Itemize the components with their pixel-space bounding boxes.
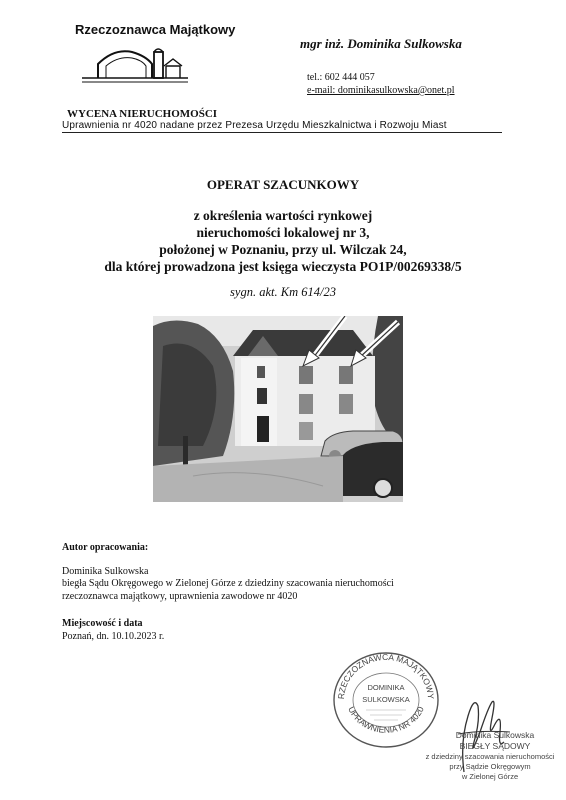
subtitle-line: z określenia wartości rynkowej [193,208,373,223]
brand-name: Rzeczoznawca Majątkowy [75,22,236,37]
phone-number: tel.: 602 444 057 [307,72,375,83]
signature-stamp-line: przy Sądzie Okręgowym [449,762,531,771]
signature-stamp-line: w Zielonej Górze [461,772,519,781]
header-divider [62,132,502,133]
stamp-ring-bottom: UPRAWNIENIA NR 4020 [346,704,426,735]
stamp-ring-top: RZECZOZNAWCA MAJĄTKOWY [335,651,437,700]
subtitle-line: nieruchomości lokalowej nr 3, [196,225,370,240]
office-title: WYCENA NIERUCHOMOŚCI [67,108,218,120]
author-name: mgr inż. Dominika Sulkowska [300,36,462,51]
signature-stamp-line: Dominika Sulkowska [455,730,535,740]
svg-text:RZECZOZNAWCA MAJĄTKOWY [336,652,436,700]
author-label: Autor opracowania: [62,542,149,553]
license-line: Uprawnienia nr 4020 nadane przez Prezesa Urzędu Mieszkalnictwa i Rozwoju Miast [62,120,447,131]
logo-icon [80,44,190,86]
author-detail-line: biegła Sądu Okręgowego w Zielonej Górze z dziedziny szacowania nieruchomości [62,578,394,589]
round-stamp [330,650,442,750]
author-detail-line: rzeczoznawca majątkowy, uprawnienia zawodowe nr 4020 [62,591,298,602]
building-photo [153,316,403,502]
place-date-label: Miejscowość i data [62,618,143,629]
case-reference: sygn. akt. Km 614/23 [230,285,336,299]
email-address[interactable]: e-mail: dominikasulkowska@onet.pl [307,85,455,96]
subtitle-line: dla której prowadzona jest księga wieczysta PO1P/00269338/5 [104,259,462,274]
stamp-name-line: SULKOWSKA [362,695,410,704]
subtitle-line: położonej w Poznaniu, przy ul. Wilczak 24, [159,242,407,257]
author-detail-line: Dominika Sulkowska [62,566,149,577]
stamp-name-line: DOMINIKA [367,683,405,692]
place-date-value: Poznań, dn. 10.10.2023 r. [62,631,165,642]
signature-stamp-line: z dziedziny szacowania nieruchomości [425,752,555,761]
signature-stamp-line: BIEGŁY SĄDOWY [459,741,531,751]
document-title: OPERAT SZACUNKOWY [206,177,360,192]
